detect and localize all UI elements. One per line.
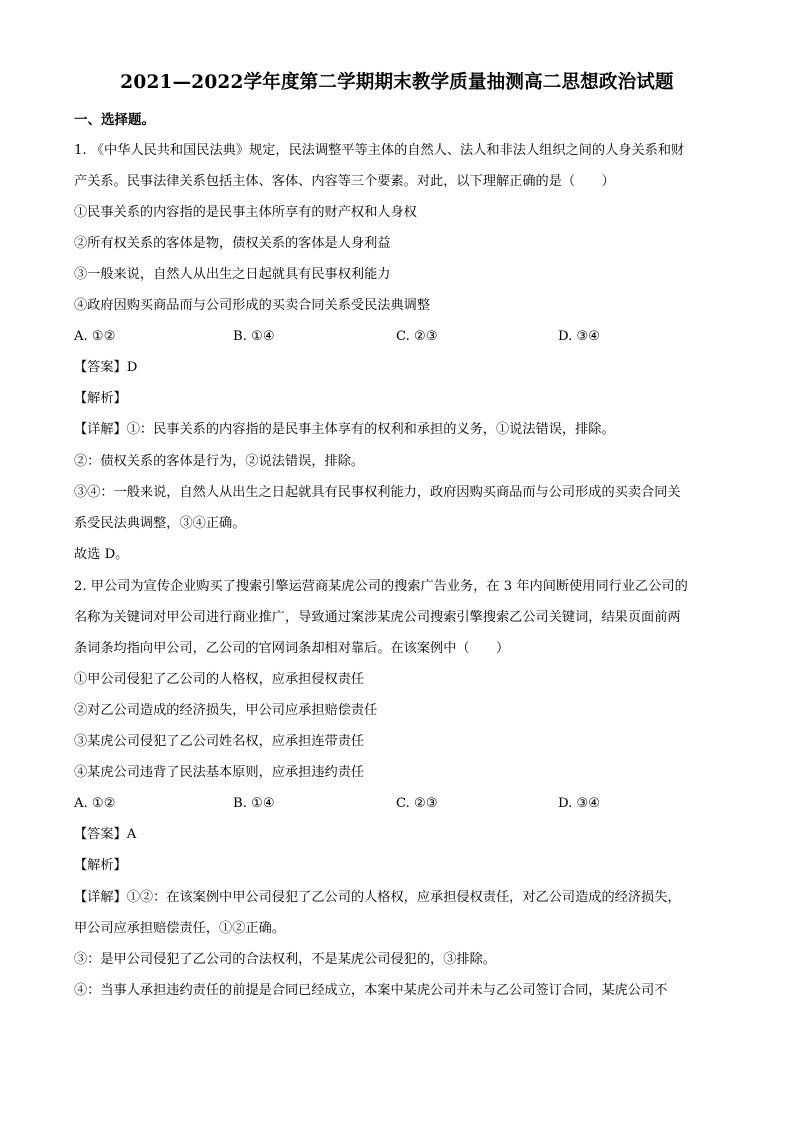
q2-statement: ③某虎公司侵犯了乙公司姓名权，应承担连带责任 (74, 734, 365, 749)
q1-detail-line: 故选 D。 (74, 547, 129, 562)
q1-detail-line: 系受民法典调整，③④正确。 (74, 516, 246, 531)
q2-option-a: A. ①② (74, 796, 116, 811)
q1-statement: ②所有权关系的客体是物，债权关系的客体是人身利益 (74, 236, 391, 251)
q2-options (74, 795, 724, 813)
q2-statement: ②对乙公司造成的经济损失，甲公司应承担赔偿责任 (74, 703, 378, 718)
section-heading: 一、选择题。 (74, 112, 155, 128)
q1-option-d: D. ③④ (558, 329, 601, 344)
q2-statement: ④某虎公司违背了民法基本原则，应承担违约责任 (74, 765, 365, 780)
q2-detail-line: 甲公司应承担赔偿责任，①②正确。 (74, 921, 285, 936)
page-title: 2021—2022学年度第二学期期末教学质量抽测高二思想政治试题 (120, 72, 674, 93)
q1-statement: ③一般来说，自然人从出生之日起就具有民事权利能力 (74, 267, 391, 282)
q2-option-d: D. ③④ (558, 796, 601, 811)
q2-detail-line: ④：当事人承担违约责任的前提是合同已经成立，本案中某虎公司并未与乙公司签订合同，某虎公司不 (74, 983, 668, 998)
q1-detail-line: ③④：一般来说，自然人从出生之日起就具有民事权利能力，政府因购买商品而与公司形成的买卖合同关 (74, 485, 681, 500)
q2-answer: 【答案】A (74, 827, 137, 842)
q2-statement: ①甲公司侵犯了乙公司的人格权，应承担侵权责任 (74, 672, 365, 687)
q1-statement: ①民事关系的内容指的是民事主体所享有的财产权和人身权 (74, 205, 417, 220)
q1-answer: 【答案】D (74, 360, 138, 375)
q1-statement: ④政府因购买商品而与公司形成的买卖合同关系受民法典调整 (74, 298, 431, 313)
q2-detail-line: 【详解】①②：在该案例中甲公司侵犯了乙公司的人格权，应承担侵权责任，对乙公司造成的经济损失， (74, 890, 681, 905)
q1-analysis-label: 【解析】 (74, 391, 127, 406)
q1-stem-line: 产关系。民事法律关系包括主体、客体、内容等三个要素。对此，以下理解正确的是（ ） (74, 174, 615, 189)
q2-stem-line: 名称为关键词对甲公司进行商业推广，导致通过案涉某虎公司搜索引擎搜索乙公司关键词，结果页面前两 (74, 610, 681, 625)
q2-detail-line: ③：是甲公司侵犯了乙公司的合法权利，不是某虎公司侵犯的，③排除。 (74, 952, 496, 967)
q1-option-c: C. ②③ (396, 329, 438, 344)
q1-detail-line: ②：债权关系的客体是行为，②说法错误，排除。 (74, 454, 365, 469)
q1-stem-line: 1. 《中华人民共和国民法典》规定，民法调整平等主体的自然人、法人和非法人组织之间的人身关系和财 (74, 143, 685, 158)
q1-option-a: A. ①② (74, 329, 116, 344)
q2-analysis-label: 【解析】 (74, 858, 127, 873)
q1-options (74, 328, 724, 346)
q2-stem-line: 2. 甲公司为宣传企业购买了搜索引擎运营商某虎公司的搜索广告业务，在 3 年内间断使用同行业乙公司的 (74, 579, 688, 594)
q2-stem-line: 条词条均指向甲公司，乙公司的官网词条却相对靠后。在该案例中（ ） (74, 641, 510, 656)
q2-option-c: C. ②③ (396, 796, 438, 811)
q2-option-b: B. ①④ (233, 796, 275, 811)
q1-option-b: B. ①④ (233, 329, 275, 344)
q1-detail-line: 【详解】①：民事关系的内容指的是民事主体享有的权利和承担的义务，①说法错误，排除。 (74, 422, 615, 437)
